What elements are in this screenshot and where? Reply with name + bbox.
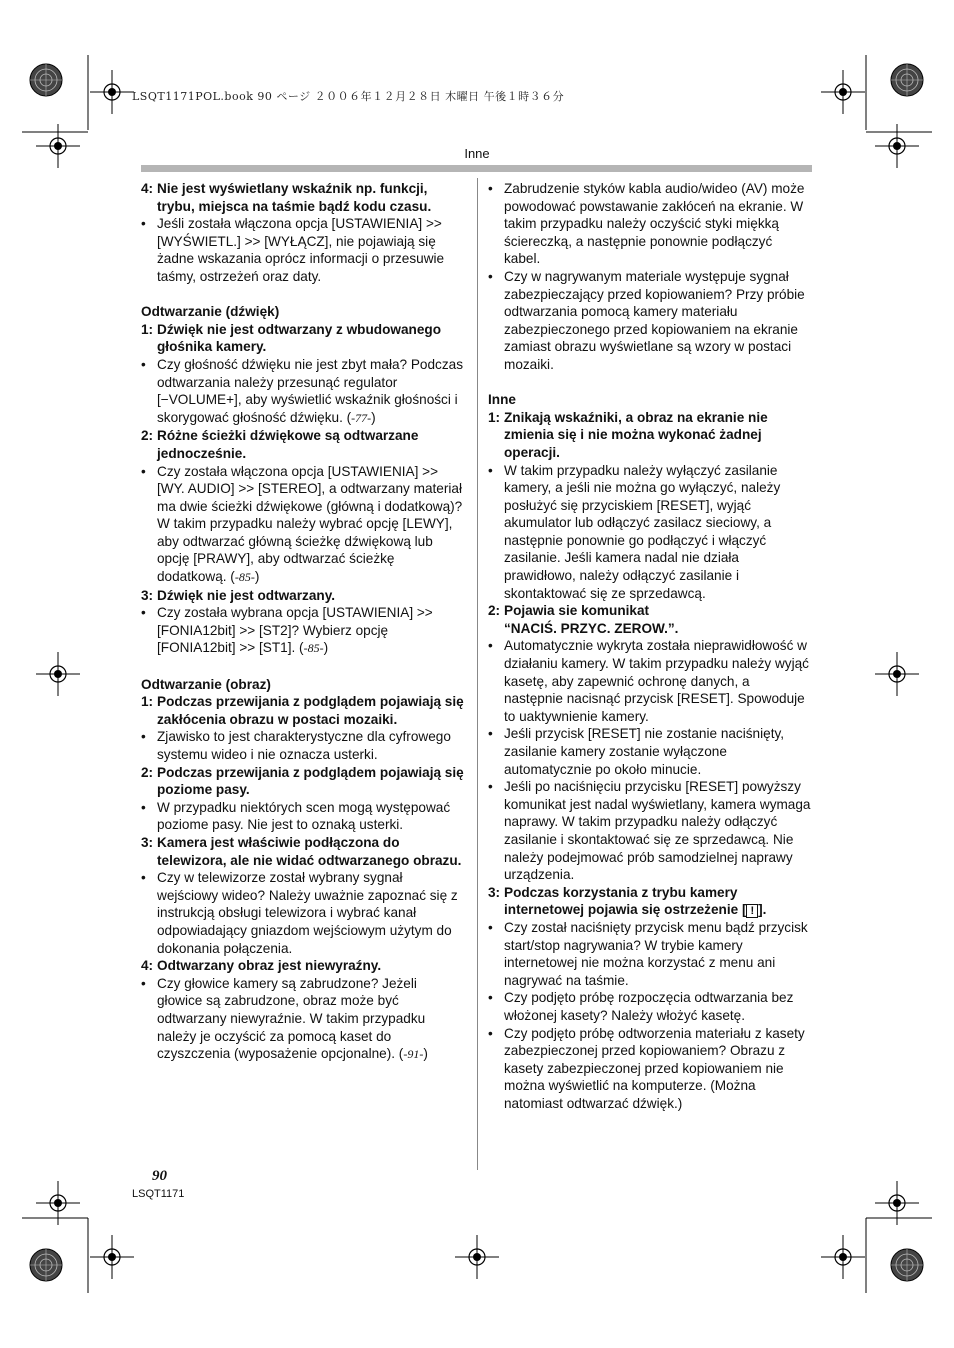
- section-title: Inne: [464, 146, 490, 161]
- bullet-icon: •: [488, 1025, 493, 1041]
- bullet-icon: •: [488, 268, 493, 284]
- bullet-item: • Czy została włączona opcja [USTAWIENIA] >> [WY. AUDIO] >> [STEREO], a odtwarzany materiał ma dwie ścieżki dźwiękowe (główną i dodatkową)? W takim przypadku należy wybrać opcję [LEWY], aby odtwarzać główną ścieżkę dźwiękową lub opcję [PRAWY], aby odtwarzać ścieżkę dodatkową. (-85-): [141, 463, 465, 587]
- bullet-item: • Czy w nagrywanym materiale występuje sygnał zabezpieczający przed kopiowaniem? Przy próbie odtwarzania pomocą kamery materiału zabezpieczonego przed kopiowaniem na ekranie zamiast obrazu wyświetlane są wzory w postaci mozaiki.: [488, 268, 805, 372]
- question-item: 2: Podczas przewijania z podglądem pojawiają się poziome pasy.: [141, 764, 464, 798]
- warning-icon: !: [746, 904, 758, 918]
- bullet-item: • Jeśli została włączona opcja [USTAWIENIA] >> [WYŚWIETL.] >> [WYŁĄCZ], nie pojawiają się żadne wskazania oprócz informacji o przesuwie taśmy, ostrzeżeń oraz daty.: [141, 216, 445, 284]
- bullet-icon: •: [141, 975, 146, 991]
- question-item: 3: Podczas korzystania z trybu kamery internetowej pojawia się ostrzeżenie [ ! ].: [488, 884, 767, 918]
- bullet-icon: •: [141, 605, 146, 621]
- bullet-icon: •: [488, 779, 493, 795]
- question-item: 4: Odtwarzany obraz jest niewyraźny.: [141, 958, 382, 974]
- bullet-item: • Jeśli przycisk [RESET] nie zostanie naciśnięty, zasilanie kamery zostanie wyłączone automatycznie po około minucie.: [488, 726, 785, 777]
- page-reference: -91-: [403, 1047, 424, 1062]
- page-reference: -77-: [351, 410, 372, 425]
- bullet-icon: •: [141, 870, 146, 886]
- header-rule: [141, 165, 812, 172]
- question-item: 4: Nie jest wyświetlany wskaźnik np. funkcji, trybu, miejsca na taśmie bądź kodu czasu.: [141, 181, 432, 214]
- bullet-item: • Zabrudzenie styków kabla audio/wideo (AV) może powodować powstawanie zakłóceń na ekranie. W takim przypadku należy oczyścić styki miękką ściereczką, a następnie ponownie podłączyć kabel.: [488, 181, 805, 267]
- left-column: [141, 180, 465, 1064]
- subsection-heading: Inne: [488, 392, 516, 408]
- bullet-item: • W takim przypadku należy wyłączyć zasilanie kamery, a jeśli nie można go wyłączyć, należy posłużyć się przyciskiem [RESET], wyjąć akumulator lub odłączyć zasilacz sieciowy, a następnie ponownie go podłączyć i włączyć zasilanie. Jeśli kamera nadal nie działa prawidłowo, należy odłączyć zasilanie i skontaktować się ze sprzedawcą.: [488, 462, 781, 601]
- bullet-item: • Czy w telewizorze został wybrany sygnał wejściowy wideo? Należy uważnie zapoznać się z instrukcją obsługi telewizora i wybrać kanał odpowiadający gniazdom wejściowym użytym do dokonania połączenia.: [141, 870, 458, 956]
- subsection-heading: Odtwarzanie (obraz): [141, 676, 271, 692]
- bullet-item: • Jeśli po naciśnięciu przycisku [RESET] powyższy komunikat jest nadal wyświetlany, kamera wymaga naprawy. W takim przypadku należy odłączyć zasilanie i skontaktować się ze sprzedawcą. Nie należy podejmować prób samodzielnej naprawy urządzenia.: [488, 779, 811, 883]
- bullet-icon: •: [488, 638, 493, 654]
- page-reference: -85-: [234, 570, 255, 585]
- bullet-icon: •: [488, 462, 493, 478]
- column-divider: [477, 178, 478, 1170]
- bullet-icon: •: [488, 990, 493, 1006]
- question-item: 2: Pojawia sie komunikat “NACIŚ. PRZYC. ZEROW.”.: [488, 603, 679, 636]
- subsection-heading: Odtwarzanie (dźwięk): [141, 304, 280, 320]
- bullet-icon: •: [488, 726, 493, 742]
- file-header: LSQT1171POL.book 90 ページ ２００６年１２月２８日 木曜日 午後１時３６分: [132, 90, 565, 103]
- question-item: 1: Znikają wskaźniki, a obraz na ekranie nie zmienia się i nie można wykonać żadnej operacji.: [488, 409, 768, 460]
- model-code: LSQT1171: [132, 1188, 185, 1200]
- bullet-icon: •: [141, 356, 146, 372]
- bullet-item: • Czy podjęto próbę odtworzenia materiału z kasety zabezpieczonej przed kopiowaniem? Obrazu z kasety zabezpieczonej przed kopiowaniem nie można wyświetlić na komputerze. (Można natomiast odtwarzać dźwięk.): [488, 1025, 805, 1111]
- question-item: 3: Dźwięk nie jest odtwarzany.: [141, 587, 336, 603]
- question-item: 1: Dźwięk nie jest odtwarzany z wbudowanego głośnika kamery.: [141, 321, 442, 355]
- bullet-item: • Czy podjęto próbę rozpoczęcia odtwarzania bez włożonej kasety? Należy włożyć kasetę.: [488, 990, 794, 1023]
- right-column: [488, 180, 812, 1112]
- question-item: 2: Różne ścieżki dźwiękowe są odtwarzane jednocześnie.: [141, 428, 419, 461]
- bullet-icon: •: [141, 799, 146, 815]
- page-reference: -85-: [303, 641, 324, 656]
- bullet-item: • W przypadku niektórych scen mogą występować poziome pasy. Nie jest to oznaką usterki.: [141, 799, 451, 833]
- bullet-icon: •: [141, 729, 146, 745]
- bullet-item: • Czy głowice kamery są zabrudzone? Jeżeli głowice są zabrudzone, obraz może być odtwarzany niewyraźnie. W takim przypadku należy je oczyścić za pomocą kaset do czyszczenia (wyposażenie opcjonalne). (-91-): [141, 975, 465, 1064]
- bullet-item: • Czy głośność dźwięku nie jest zbyt mała? Podczas odtwarzania należy przesunąć regulator [−VOLUME+], aby wyświetlić wskaźnik głośności i skorygować głośność dźwięku. (-77-): [141, 356, 465, 427]
- bullet-icon: •: [488, 919, 493, 935]
- bullet-item: • Czy został naciśnięty przycisk menu bądź przycisk start/stop nagrywania? W trybie kamery internetowej nie można korzystać z menu ani nagrywać na taśmie.: [488, 919, 808, 988]
- bullet-icon: •: [141, 216, 146, 232]
- bullet-item: • Automatycznie wykryta została nieprawidłowość w działaniu kamery. W takim przypadku należy wyjąć kasetę, aby zapewnić ochronę danych, a następnie nacisnąć przycisk [RESET]. Spowoduje to uaktywnienie kamery.: [488, 638, 809, 724]
- bullet-icon: •: [141, 463, 146, 479]
- bullet-icon: •: [488, 181, 493, 196]
- bullet-item: • Zjawisko to jest charakterystyczne dla cyfrowego systemu wideo i nie oznacza usterki.: [141, 729, 451, 762]
- bullet-item: • Czy została wybrana opcja [USTAWIENIA] >> [FONIA12bit] >> [ST2]? Wybierz opcję [FONIA12bit] >> [ST1]. (-85-): [141, 604, 465, 658]
- question-item: 3: Kamera jest właściwie podłączona do telewizora, ale nie widać odtwarzanego obrazu.: [141, 834, 462, 868]
- question-item: 1: Podczas przewijania z podglądem pojawiają się zakłócenia obrazu w postaci mozaiki.: [141, 694, 464, 727]
- page-number: 90: [152, 1168, 167, 1184]
